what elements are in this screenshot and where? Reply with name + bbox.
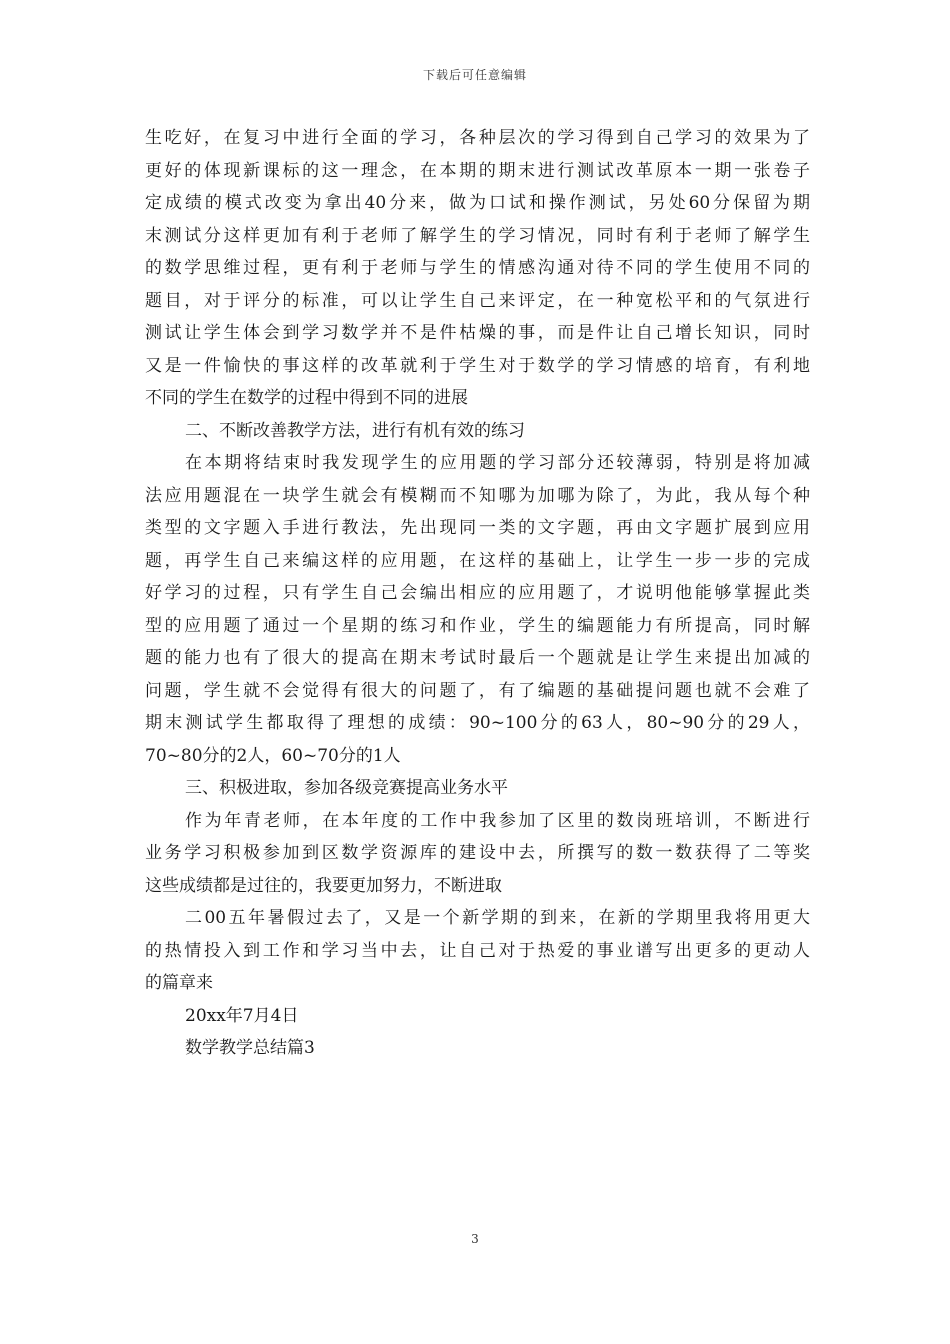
paragraph-line: 作为年青老师，在本年度的工作中我参加了区里的数岗班培训，不断进行	[185, 810, 810, 831]
paragraph-line: 更好的体现新课标的这一理念，在本期的期末进行测试改革原本一期一张卷子	[145, 160, 810, 181]
section-title: 数学教学总结篇3	[185, 1038, 315, 1058]
paragraph-line: 测试让学生体会到学习数学并不是件枯燥的事，而是件让自己增长知识，同时	[145, 323, 810, 343]
date-line: 20xx年7月4日	[185, 1005, 299, 1026]
paragraph-line: 好学习的过程，只有学生自己会编出相应的应用题了，才说明他能够掌握此类	[145, 583, 810, 603]
paragraph-line: 的数学思维过程，更有利于老师与学生的情感沟通对待不同的学生使用不同的	[145, 258, 810, 278]
section-heading: 二、不断改善教学方法，进行有机有效的练习	[185, 420, 525, 441]
paragraph-line: 定成绩的模式改变为拿出40分来，做为口试和操作测试，另处60分保留为期	[145, 193, 810, 213]
paragraph-line: 题的能力也有了很大的提高在期末考试时最后一个题就是让学生来提出加减的	[145, 648, 810, 668]
paragraph-line: 生吃好，在复习中进行全面的学习，各种层次的学习得到自己学习的效果为了	[145, 128, 810, 148]
paragraph-line: 题，再学生自己来编这样的应用题，在这样的基础上，让学生一步一步的完成	[145, 550, 810, 571]
paragraph-line: 不同的学生在数学的过程中得到不同的进展	[145, 388, 468, 408]
paragraph-line: 二00五年暑假过去了，又是一个新学期的到来，在新的学期里我将用更大	[185, 908, 810, 928]
paragraph-line: 70~80分的2人，60~70分的1人	[145, 745, 401, 766]
paragraph-line: 法应用题混在一块学生就会有模糊而不知哪为加哪为除了，为此，我从每个种	[145, 485, 810, 506]
paragraph-line: 的篇章来	[145, 973, 213, 993]
page-number: 3	[471, 1232, 479, 1246]
paragraph-line: 末测试分这样更加有利于老师了解学生的学习情况，同时有利于老师了解学生	[145, 225, 810, 246]
paragraph-line: 期末测试学生都取得了理想的成绩：90~100分的63人，80~90分的29人，	[145, 713, 810, 733]
paragraph-line: 又是一件愉快的事这样的改革就利于学生对于数学的学习情感的培育，有利地	[145, 355, 810, 376]
paragraph-line: 在本期将结束时我发现学生的应用题的学习部分还较薄弱，特别是将加减	[185, 453, 810, 473]
paragraph-line: 业务学习积极参加到区数学资源库的建设中去，所撰写的数一数获得了二等奖	[145, 843, 810, 863]
paragraph-line: 的热情投入到工作和学习当中去，让自己对于热爱的事业谱写出更多的更动人	[145, 940, 810, 961]
document-body	[145, 122, 810, 1065]
paragraph-line: 型的应用题了通过一个星期的练习和作业，学生的编题能力有所提高，同时解	[145, 615, 810, 636]
section-heading: 三、积极进取，参加各级竞赛提高业务水平	[185, 778, 508, 798]
paragraph-line: 问题，学生就不会觉得有很大的问题了，有了编题的基础提问题也就不会难了	[145, 680, 810, 701]
paragraph-line: 类型的文字题入手进行教法，先出现同一类的文字题，再由文字题扩展到应用	[145, 518, 810, 538]
paragraph-line: 题目，对于评分的标准，可以让学生自己来评定，在一种宽松平和的气氛进行	[145, 290, 810, 311]
page-header: 下载后可任意编辑	[422, 68, 527, 82]
paragraph-line: 这些成绩都是过往的，我要更加努力，不断进取	[145, 875, 502, 896]
